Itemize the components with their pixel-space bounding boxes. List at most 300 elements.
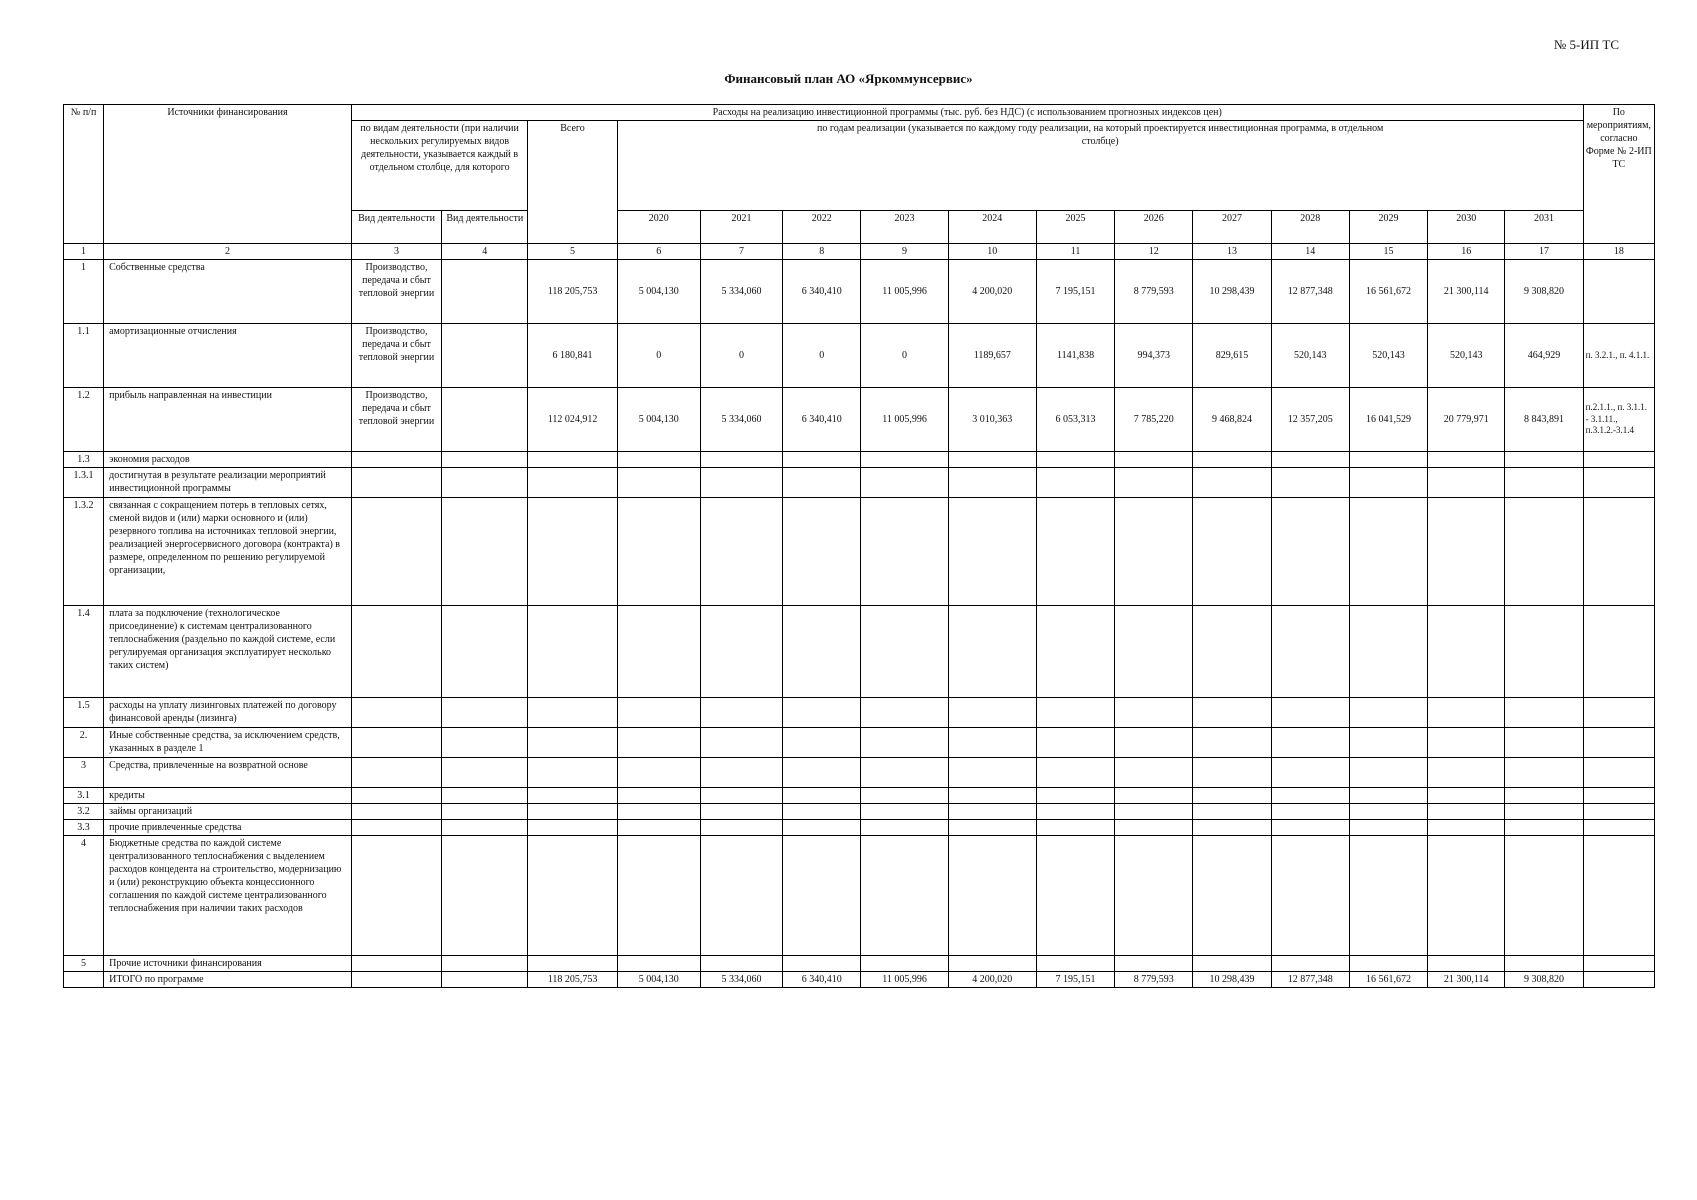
row-year-value	[617, 804, 700, 820]
row-year-value: 6 340,410	[783, 972, 861, 988]
row-year-value	[700, 956, 782, 972]
row-year-value	[1428, 498, 1505, 606]
table-row	[64, 956, 1655, 972]
row-year-value: 5 334,060	[700, 972, 782, 988]
row-year-value	[1193, 956, 1271, 972]
row-year-value	[948, 698, 1036, 728]
row-year-value	[948, 836, 1036, 956]
row-source-name: кредиты	[104, 788, 352, 804]
row-source-name: прочие привлеченные средства	[104, 820, 352, 836]
row-event-ref	[1583, 836, 1654, 956]
row-year-value: 12 357,205	[1271, 388, 1349, 452]
row-year-value	[1505, 820, 1583, 836]
row-year-value	[1115, 758, 1193, 788]
row-year-value	[1349, 468, 1427, 498]
row-year-value	[1115, 956, 1193, 972]
row-year-value	[617, 606, 700, 698]
row-year-value	[617, 836, 700, 956]
row-year-value	[1193, 452, 1271, 468]
column-number: 10	[948, 244, 1036, 260]
column-number: 13	[1193, 244, 1271, 260]
row-year-value: 10 298,439	[1193, 260, 1271, 324]
row-event-ref	[1583, 758, 1654, 788]
row-event-ref	[1583, 972, 1654, 988]
row-year-value	[783, 498, 861, 606]
row-source-name: Средства, привлеченные на возвратной основе	[104, 758, 352, 788]
row-year-value: 4 200,020	[948, 260, 1036, 324]
row-year-value	[1428, 836, 1505, 956]
row-year-value: 8 779,593	[1115, 260, 1193, 324]
row-year-value	[1349, 698, 1427, 728]
header-year: 2025	[1036, 211, 1114, 244]
row-event-ref: п.2.1.1., п. 3.1.1. - 3.1.11., п.3.1.2.-3.1.4	[1583, 388, 1654, 452]
row-activity-kind	[351, 498, 441, 606]
row-year-value	[1115, 728, 1193, 758]
row-year-value	[1193, 820, 1271, 836]
row-year-value	[1349, 728, 1427, 758]
row-activity-kind-2	[442, 452, 528, 468]
row-year-value	[783, 728, 861, 758]
row-year-value	[861, 452, 948, 468]
row-year-value: 6 053,313	[1036, 388, 1114, 452]
row-total: 118 205,753	[528, 260, 617, 324]
row-year-value	[1193, 728, 1271, 758]
row-number: 1.1	[64, 324, 104, 388]
row-activity-kind-2	[442, 758, 528, 788]
row-year-value	[1271, 758, 1349, 788]
row-year-value	[1193, 468, 1271, 498]
column-number: 12	[1115, 244, 1193, 260]
row-year-value	[617, 758, 700, 788]
row-year-value: 12 877,348	[1271, 972, 1349, 988]
row-year-value	[700, 452, 782, 468]
row-total	[528, 820, 617, 836]
row-year-value	[948, 788, 1036, 804]
row-activity-kind	[351, 956, 441, 972]
row-year-value: 1189,657	[948, 324, 1036, 388]
row-number: 3.1	[64, 788, 104, 804]
row-total	[528, 956, 617, 972]
row-year-value	[1505, 956, 1583, 972]
row-year-value	[1349, 606, 1427, 698]
row-event-ref	[1583, 820, 1654, 836]
column-number: 6	[617, 244, 700, 260]
row-year-value	[617, 468, 700, 498]
row-source-name: достигнутая в результате реализации мероприятий инвестиционной программы	[104, 468, 352, 498]
row-year-value	[1115, 804, 1193, 820]
row-year-value	[1505, 758, 1583, 788]
row-year-value	[1271, 788, 1349, 804]
row-year-value: 1141,838	[1036, 324, 1114, 388]
row-year-value: 829,615	[1193, 324, 1271, 388]
row-year-value	[1505, 698, 1583, 728]
row-activity-kind	[351, 758, 441, 788]
header-year: 2026	[1115, 211, 1193, 244]
row-number: 1	[64, 260, 104, 324]
row-year-value	[861, 468, 948, 498]
row-year-value	[1271, 452, 1349, 468]
row-total	[528, 498, 617, 606]
row-year-value: 0	[700, 324, 782, 388]
row-activity-kind-2	[442, 820, 528, 836]
row-event-ref	[1583, 698, 1654, 728]
row-year-value	[861, 804, 948, 820]
table-row	[64, 260, 1655, 324]
row-year-value	[1349, 758, 1427, 788]
row-year-value: 16 041,529	[1349, 388, 1427, 452]
row-year-value	[1115, 698, 1193, 728]
row-year-value: 520,143	[1271, 324, 1349, 388]
row-year-value	[1036, 606, 1114, 698]
row-activity-kind	[351, 728, 441, 758]
row-source-name: экономия расходов	[104, 452, 352, 468]
row-year-value	[617, 820, 700, 836]
row-year-value	[861, 836, 948, 956]
row-year-value	[1349, 452, 1427, 468]
row-year-value	[1193, 498, 1271, 606]
row-year-value	[783, 606, 861, 698]
row-year-value: 10 298,439	[1193, 972, 1271, 988]
column-number: 4	[442, 244, 528, 260]
row-year-value	[617, 728, 700, 758]
row-year-value	[861, 498, 948, 606]
row-year-value: 11 005,996	[861, 972, 948, 988]
row-year-value: 12 877,348	[1271, 260, 1349, 324]
row-year-value	[783, 820, 861, 836]
row-year-value	[1271, 820, 1349, 836]
row-year-value	[948, 606, 1036, 698]
row-activity-kind	[351, 468, 441, 498]
row-year-value	[948, 956, 1036, 972]
header-sources: Источники финансирования	[104, 105, 352, 244]
row-activity-kind	[351, 452, 441, 468]
header-activity-kind-2: Вид деятельности	[442, 211, 528, 244]
row-total: 112 024,912	[528, 388, 617, 452]
row-number: 1.5	[64, 698, 104, 728]
row-year-value	[783, 956, 861, 972]
column-number: 3	[351, 244, 441, 260]
row-source-name: займы организаций	[104, 804, 352, 820]
row-number: 4	[64, 836, 104, 956]
column-number: 8	[783, 244, 861, 260]
row-source-name: Прочие источники финансирования	[104, 956, 352, 972]
row-year-value	[700, 758, 782, 788]
row-year-value	[1505, 606, 1583, 698]
row-activity-kind-2	[442, 836, 528, 956]
row-year-value: 5 334,060	[700, 260, 782, 324]
row-year-value: 5 334,060	[700, 388, 782, 452]
row-year-value	[783, 804, 861, 820]
column-number: 5	[528, 244, 617, 260]
row-year-value	[948, 804, 1036, 820]
row-year-value	[783, 468, 861, 498]
header-no: № п/п	[64, 105, 104, 244]
row-year-value	[1349, 836, 1427, 956]
row-activity-kind: Производство, передача и сбыт тепловой энергии	[351, 324, 441, 388]
row-event-ref	[1583, 498, 1654, 606]
row-event-ref	[1583, 788, 1654, 804]
row-year-value: 21 300,114	[1428, 260, 1505, 324]
row-activity-kind	[351, 606, 441, 698]
row-number: 3	[64, 758, 104, 788]
row-year-value	[1193, 836, 1271, 956]
row-year-value	[1428, 788, 1505, 804]
row-year-value	[783, 836, 861, 956]
table-row	[64, 452, 1655, 468]
header-year: 2022	[783, 211, 861, 244]
row-year-value	[700, 698, 782, 728]
row-year-value	[700, 468, 782, 498]
row-total	[528, 452, 617, 468]
row-year-value: 11 005,996	[861, 260, 948, 324]
row-source-name: плата за подключение (технологическое присоединение) к системам централизованного теплоснабжения (раздельно по каждой системе, если регулируемая организация эксплуатирует несколько таких систем)	[104, 606, 352, 698]
header-year: 2028	[1271, 211, 1349, 244]
row-number: 5	[64, 956, 104, 972]
row-year-value	[1115, 836, 1193, 956]
column-number: 18	[1583, 244, 1654, 260]
row-activity-kind	[351, 788, 441, 804]
row-year-value	[783, 452, 861, 468]
row-year-value	[1505, 804, 1583, 820]
row-year-value	[948, 498, 1036, 606]
row-event-ref	[1583, 452, 1654, 468]
row-year-value	[1349, 956, 1427, 972]
table-row	[64, 804, 1655, 820]
row-total: 6 180,841	[528, 324, 617, 388]
row-year-value: 20 779,971	[1428, 388, 1505, 452]
row-source-name: ИТОГО по программе	[104, 972, 352, 988]
table-body	[64, 260, 1655, 988]
row-number: 1.3.1	[64, 468, 104, 498]
row-year-value	[617, 788, 700, 804]
row-activity-kind-2	[442, 324, 528, 388]
row-year-value	[1271, 606, 1349, 698]
row-year-value	[1505, 452, 1583, 468]
row-year-value	[1505, 498, 1583, 606]
row-year-value: 9 468,824	[1193, 388, 1271, 452]
row-year-value	[1349, 804, 1427, 820]
row-year-value	[1115, 498, 1193, 606]
header-total: Всего	[528, 121, 617, 244]
row-total	[528, 758, 617, 788]
header-year: 2021	[700, 211, 782, 244]
row-activity-kind-2	[442, 956, 528, 972]
table-row	[64, 498, 1655, 606]
row-total	[528, 468, 617, 498]
row-year-value	[1428, 728, 1505, 758]
row-year-value	[1271, 468, 1349, 498]
row-year-value	[1428, 820, 1505, 836]
table-row	[64, 788, 1655, 804]
row-year-value: 0	[617, 324, 700, 388]
row-activity-kind: Производство, передача и сбыт тепловой энергии	[351, 260, 441, 324]
row-year-value: 5 004,130	[617, 972, 700, 988]
row-event-ref	[1583, 728, 1654, 758]
column-number: 11	[1036, 244, 1114, 260]
row-source-name: расходы на уплату лизинговых платежей по договору финансовой аренды (лизинга)	[104, 698, 352, 728]
row-year-value	[1271, 698, 1349, 728]
column-number: 15	[1349, 244, 1427, 260]
row-year-value: 7 195,151	[1036, 260, 1114, 324]
row-year-value: 11 005,996	[861, 388, 948, 452]
row-number: 3.3	[64, 820, 104, 836]
row-source-name: прибыль направленная на инвестиции	[104, 388, 352, 452]
row-year-value: 6 340,410	[783, 388, 861, 452]
row-year-value	[861, 758, 948, 788]
row-year-value: 16 561,672	[1349, 972, 1427, 988]
table-row	[64, 836, 1655, 956]
row-source-name: связанная с сокращением потерь в тепловых сетях, сменой видов и (или) марки основного и (или) резервного топлива на источниках тепловой энергии, реализацией энергосервисного договора (контракта) в размере, определенном по решению регулируемой организации,	[104, 498, 352, 606]
row-year-value	[1115, 452, 1193, 468]
row-year-value	[783, 758, 861, 788]
row-number: 3.2	[64, 804, 104, 820]
row-year-value	[861, 728, 948, 758]
row-year-value	[1036, 452, 1114, 468]
table-row	[64, 606, 1655, 698]
table-row	[64, 820, 1655, 836]
row-year-value	[617, 452, 700, 468]
row-year-value	[1271, 956, 1349, 972]
row-year-value	[861, 820, 948, 836]
table-row	[64, 972, 1655, 988]
row-year-value	[1193, 698, 1271, 728]
row-year-value	[948, 758, 1036, 788]
row-total	[528, 804, 617, 820]
column-number: 2	[104, 244, 352, 260]
row-number: 1.3.2	[64, 498, 104, 606]
row-year-value	[700, 836, 782, 956]
row-year-value: 5 004,130	[617, 388, 700, 452]
row-year-value	[1271, 804, 1349, 820]
row-year-value	[1036, 758, 1114, 788]
row-year-value	[617, 498, 700, 606]
header-year: 2024	[948, 211, 1036, 244]
row-year-value: 520,143	[1428, 324, 1505, 388]
row-year-value	[1349, 498, 1427, 606]
row-year-value	[1428, 804, 1505, 820]
row-year-value	[948, 452, 1036, 468]
header-year: 2030	[1428, 211, 1505, 244]
row-activity-kind	[351, 820, 441, 836]
row-activity-kind-2	[442, 972, 528, 988]
row-year-value: 6 340,410	[783, 260, 861, 324]
header-events: По мероприятиям, согласно Форме № 2-ИП ТС	[1583, 105, 1654, 244]
row-activity-kind	[351, 972, 441, 988]
row-year-value	[861, 788, 948, 804]
row-year-value: 0	[861, 324, 948, 388]
row-year-value	[1428, 956, 1505, 972]
row-number: 2.	[64, 728, 104, 758]
column-number: 7	[700, 244, 782, 260]
row-activity-kind	[351, 698, 441, 728]
row-year-value	[1505, 836, 1583, 956]
row-year-value	[1505, 728, 1583, 758]
row-year-value	[1193, 788, 1271, 804]
row-year-value	[1428, 468, 1505, 498]
row-activity-kind-2	[442, 788, 528, 804]
row-year-value	[1115, 788, 1193, 804]
row-year-value	[1036, 788, 1114, 804]
row-year-value	[1193, 758, 1271, 788]
row-year-value	[1193, 606, 1271, 698]
row-year-value: 4 200,020	[948, 972, 1036, 988]
row-year-value	[700, 788, 782, 804]
row-number: 1.4	[64, 606, 104, 698]
row-source-name: Иные собственные средства, за исключением средств, указанных в разделе 1	[104, 728, 352, 758]
row-total	[528, 788, 617, 804]
row-event-ref	[1583, 468, 1654, 498]
row-number: 1.3	[64, 452, 104, 468]
row-year-value	[861, 956, 948, 972]
header-by-activity: по видам деятельности (при наличии нескольких регулируемых видов деятельности, указывается каждый в отдельном столбце, для которого	[351, 121, 528, 211]
header-by-years: по годам реализации (указывается по каждому году реализации, на который проектируется инвестиционная программа, в отдельном столбце)	[617, 121, 1583, 211]
row-year-value	[1036, 468, 1114, 498]
row-activity-kind-2	[442, 468, 528, 498]
row-activity-kind-2	[442, 260, 528, 324]
row-year-value	[948, 468, 1036, 498]
row-number: 1.2	[64, 388, 104, 452]
row-activity-kind: Производство, передача и сбыт тепловой энергии	[351, 388, 441, 452]
row-activity-kind	[351, 836, 441, 956]
row-year-value	[783, 788, 861, 804]
financial-plan-table	[63, 104, 1655, 988]
row-source-name: Бюджетные средства по каждой системе централизованного теплоснабжения с выделением расходов концедента на строительство, модернизацию и (или) реконструкцию объекта концессионного соглашения по каждой системе централизованного теплоснабжения при наличии таких расходов	[104, 836, 352, 956]
row-year-value	[1193, 804, 1271, 820]
row-total	[528, 836, 617, 956]
row-year-value	[1036, 498, 1114, 606]
row-year-value	[948, 728, 1036, 758]
row-year-value: 0	[783, 324, 861, 388]
row-activity-kind	[351, 804, 441, 820]
row-year-value	[861, 698, 948, 728]
table-row	[64, 388, 1655, 452]
row-year-value: 464,929	[1505, 324, 1583, 388]
row-year-value	[1036, 820, 1114, 836]
row-year-value: 520,143	[1349, 324, 1427, 388]
row-event-ref	[1583, 606, 1654, 698]
row-year-value	[1115, 820, 1193, 836]
row-year-value	[1036, 804, 1114, 820]
row-year-value	[1036, 698, 1114, 728]
column-number: 1	[64, 244, 104, 260]
table-row	[64, 758, 1655, 788]
row-activity-kind-2	[442, 804, 528, 820]
row-event-ref: п. 3.2.1., п. 4.1.1.	[1583, 324, 1654, 388]
row-year-value: 21 300,114	[1428, 972, 1505, 988]
row-total: 118 205,753	[528, 972, 617, 988]
row-event-ref	[1583, 804, 1654, 820]
row-year-value	[1271, 498, 1349, 606]
row-year-value	[617, 698, 700, 728]
row-event-ref	[1583, 956, 1654, 972]
row-total	[528, 606, 617, 698]
row-year-value	[783, 698, 861, 728]
row-year-value	[1349, 788, 1427, 804]
column-number: 14	[1271, 244, 1349, 260]
form-number: № 5-ИП ТС	[1553, 37, 1619, 52]
table-row	[64, 468, 1655, 498]
row-source-name: амортизационные отчисления	[104, 324, 352, 388]
row-activity-kind-2	[442, 698, 528, 728]
header-activity-kind-1: Вид деятельности	[351, 211, 441, 244]
row-year-value	[1115, 468, 1193, 498]
row-year-value: 8 843,891	[1505, 388, 1583, 452]
row-activity-kind-2	[442, 728, 528, 758]
header-year: 2023	[861, 211, 948, 244]
column-number: 16	[1428, 244, 1505, 260]
header-year: 2027	[1193, 211, 1271, 244]
row-year-value	[1115, 606, 1193, 698]
